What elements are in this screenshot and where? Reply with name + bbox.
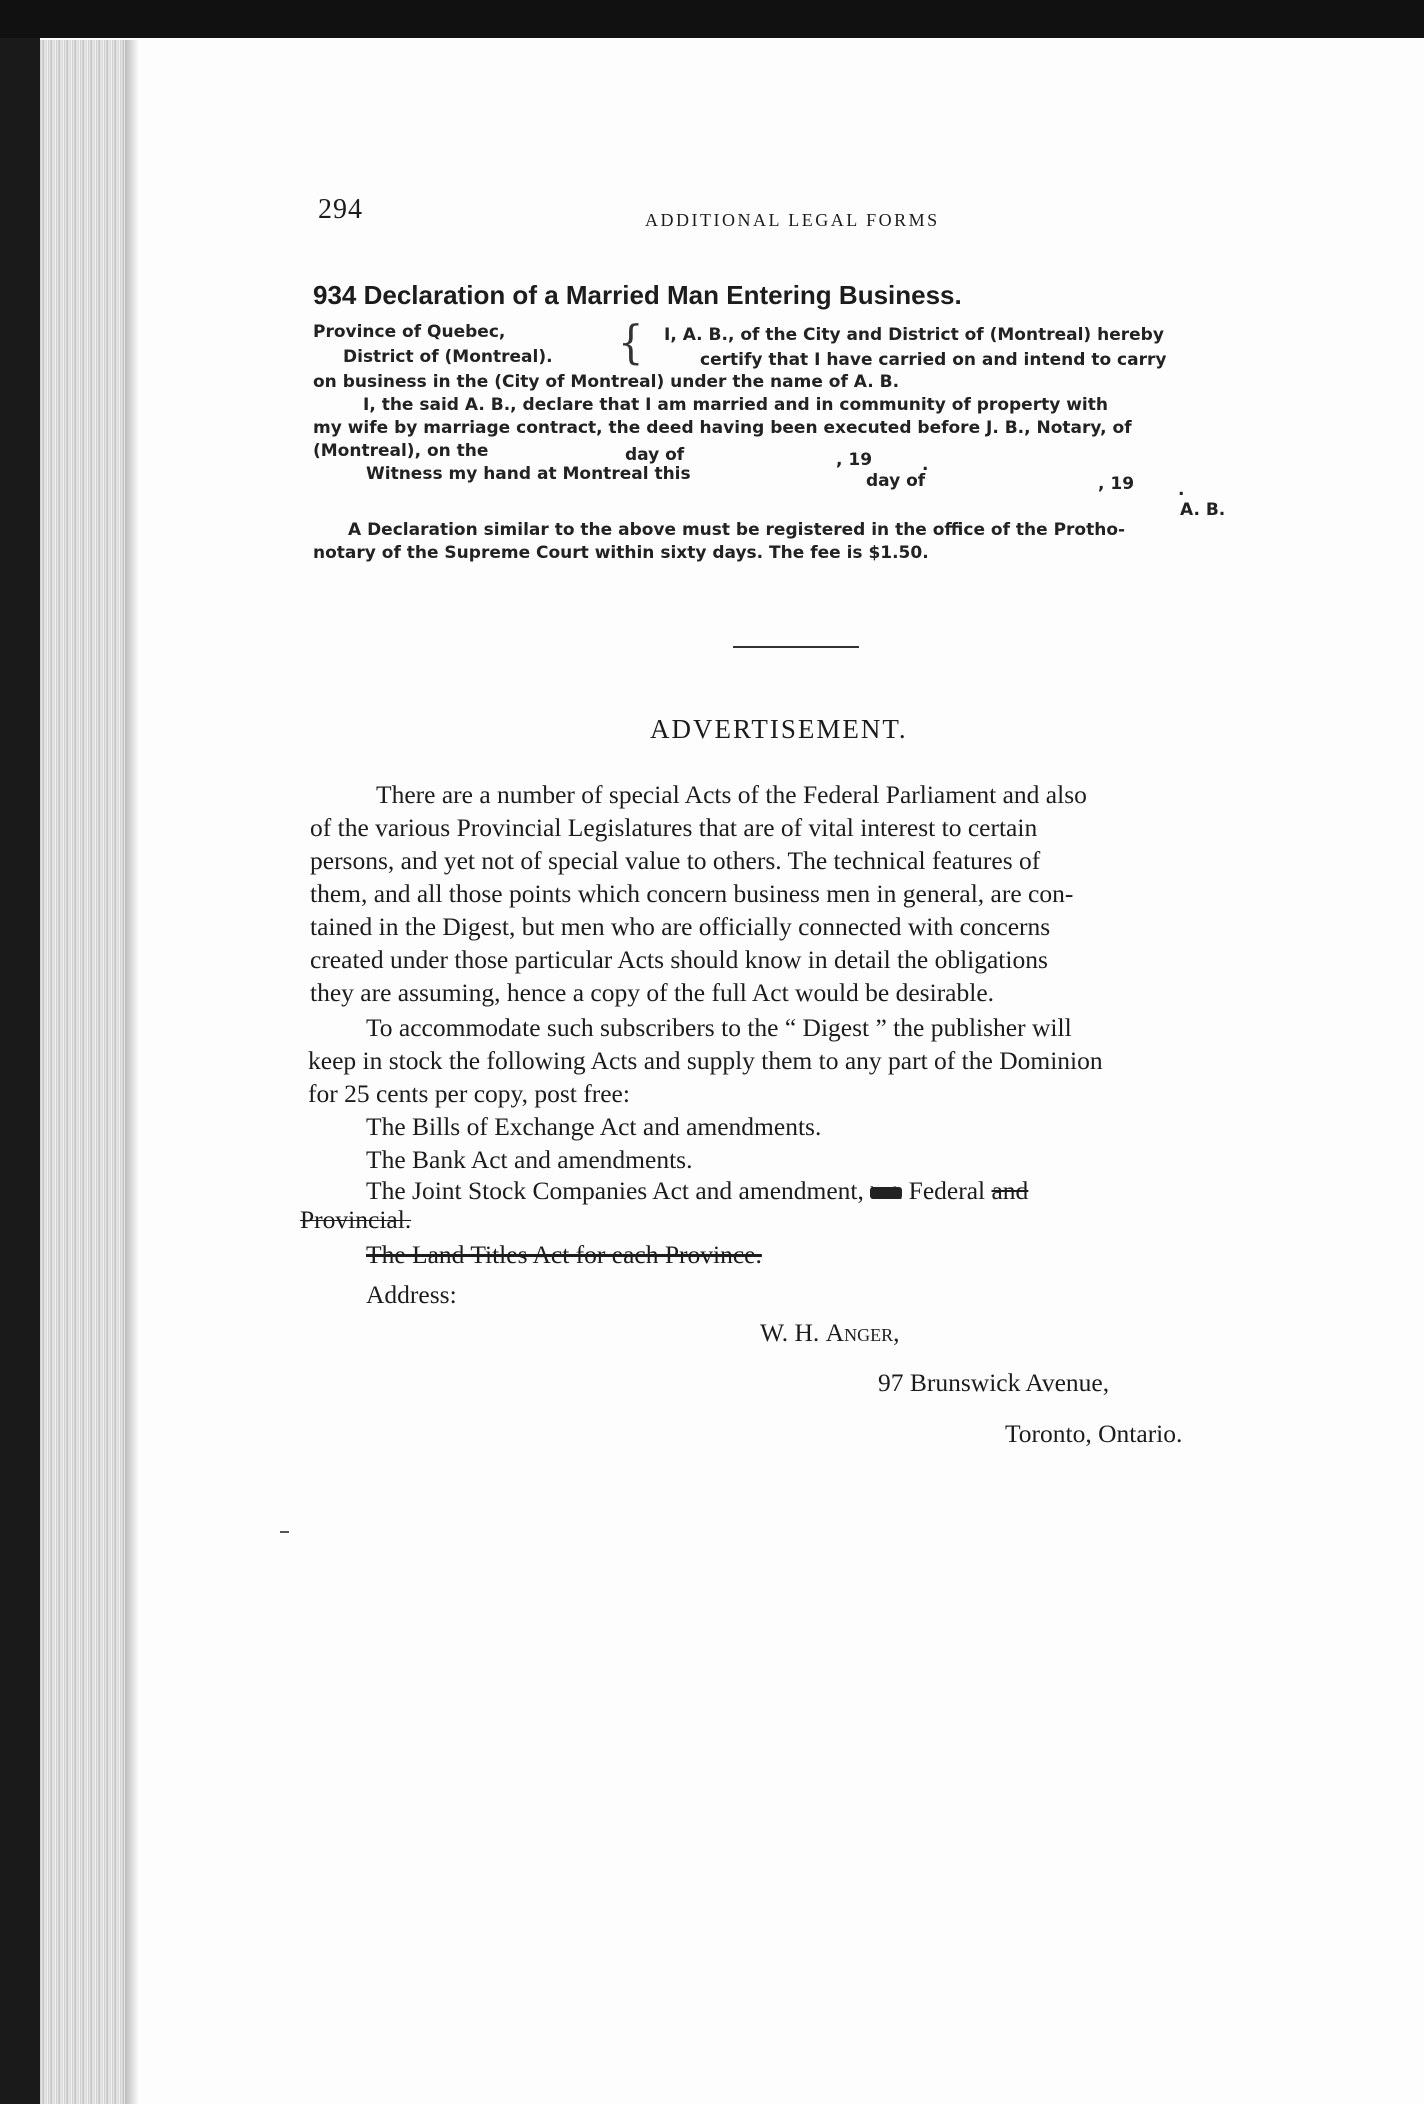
- act-item-text: The Joint Stock Companies Act and amendment,: [366, 1176, 864, 1205]
- publisher-city: Toronto, Ontario.: [1005, 1419, 1183, 1448]
- venue-brace: {: [618, 316, 644, 370]
- act-item: The Bills of Exchange Act and amendments.: [366, 1112, 822, 1141]
- act-item: The Bank Act and amendments.: [366, 1145, 693, 1174]
- binding-shadow: [125, 40, 139, 2104]
- page-number: 294: [318, 194, 363, 225]
- advertisement-line: of the various Provincial Legislatures that are of vital interest to certain: [310, 813, 1038, 842]
- form-body-line: on business in the (City of Montreal) under the name of A. B.: [313, 372, 900, 392]
- margin-mark: [280, 1531, 289, 1533]
- act-item: [366, 1176, 1028, 1206]
- advertisement-line: There are a number of special Acts of the Federal Parliament and also: [376, 780, 1087, 809]
- form-body-line: certify that I have carried on and intend to carry: [700, 350, 1167, 370]
- witness-year: , 19: [1098, 474, 1135, 494]
- date-line-period: .: [922, 455, 929, 475]
- date-line-year: , 19: [836, 450, 873, 470]
- struck-word-and: and: [991, 1176, 1029, 1205]
- act-item-federal: Federal: [908, 1176, 986, 1205]
- date-line-label: (Montreal), on the: [313, 441, 489, 461]
- publisher-surname: Anger,: [825, 1318, 900, 1347]
- form-title: 934 Declaration of a Married Man Entering Business.: [313, 280, 962, 310]
- advertisement-line: created under those particular Acts should know in detail the obligations: [310, 945, 1048, 974]
- advertisement-line: persons, and yet not of special value to others. The technical features of: [310, 846, 1041, 875]
- advertisement-line: To accommodate such subscribers to the “ Digest ” the publisher will: [366, 1013, 1072, 1042]
- section-divider: [733, 646, 859, 648]
- advertisement-line: keep in stock the following Acts and supply them to any part of the Dominion: [308, 1046, 1103, 1075]
- advertisement-line: for 25 cents per copy, post free:: [308, 1079, 630, 1108]
- act-item-provincial: Provincial.: [300, 1205, 412, 1234]
- advertisement-line: tained in the Digest, but men who are officially connected with concerns: [310, 912, 1051, 941]
- venue-district: District of (Montreal).: [343, 347, 553, 367]
- book-page-edges: [40, 40, 130, 2104]
- struck-word-both: both: [870, 1183, 903, 1204]
- form-body-line: my wife by marriage contract, the deed having been executed before J. B., Notary, of: [313, 418, 1132, 438]
- date-line-day: day of: [625, 445, 685, 465]
- form-signature: A. B.: [1180, 500, 1226, 520]
- witness-label: Witness my hand at Montreal this: [366, 464, 691, 484]
- advertisement-line: them, and all those points which concern business men in general, are con-: [310, 879, 1074, 908]
- publisher-street: 97 Brunswick Avenue,: [878, 1368, 1110, 1397]
- address-label: Address:: [366, 1280, 457, 1309]
- advertisement-line: they are assuming, hence a copy of the full Act would be desirable.: [310, 978, 995, 1007]
- registration-note: A Declaration similar to the above must be registered in the office of the Protho-: [348, 520, 1126, 540]
- scan-top-border: [0, 0, 1424, 38]
- form-body-line: I, the said A. B., declare that I am married and in community of property with: [363, 395, 1108, 415]
- registration-note: notary of the Supreme Court within sixty days. The fee is $1.50.: [313, 543, 929, 563]
- publisher-initials: W. H.: [760, 1318, 820, 1347]
- witness-period: .: [1178, 480, 1185, 500]
- witness-day: day of: [866, 471, 926, 491]
- form-body-line: I, A. B., of the City and District of (Montreal) hereby: [664, 325, 1164, 345]
- venue-province: Province of Quebec,: [313, 322, 506, 342]
- publisher-name: [760, 1318, 899, 1348]
- running-head: ADDITIONAL LEGAL FORMS: [645, 210, 940, 230]
- advertisement-heading: ADVERTISEMENT.: [650, 714, 908, 744]
- struck-act-item: The Land Titles Act for each Province.: [366, 1240, 762, 1269]
